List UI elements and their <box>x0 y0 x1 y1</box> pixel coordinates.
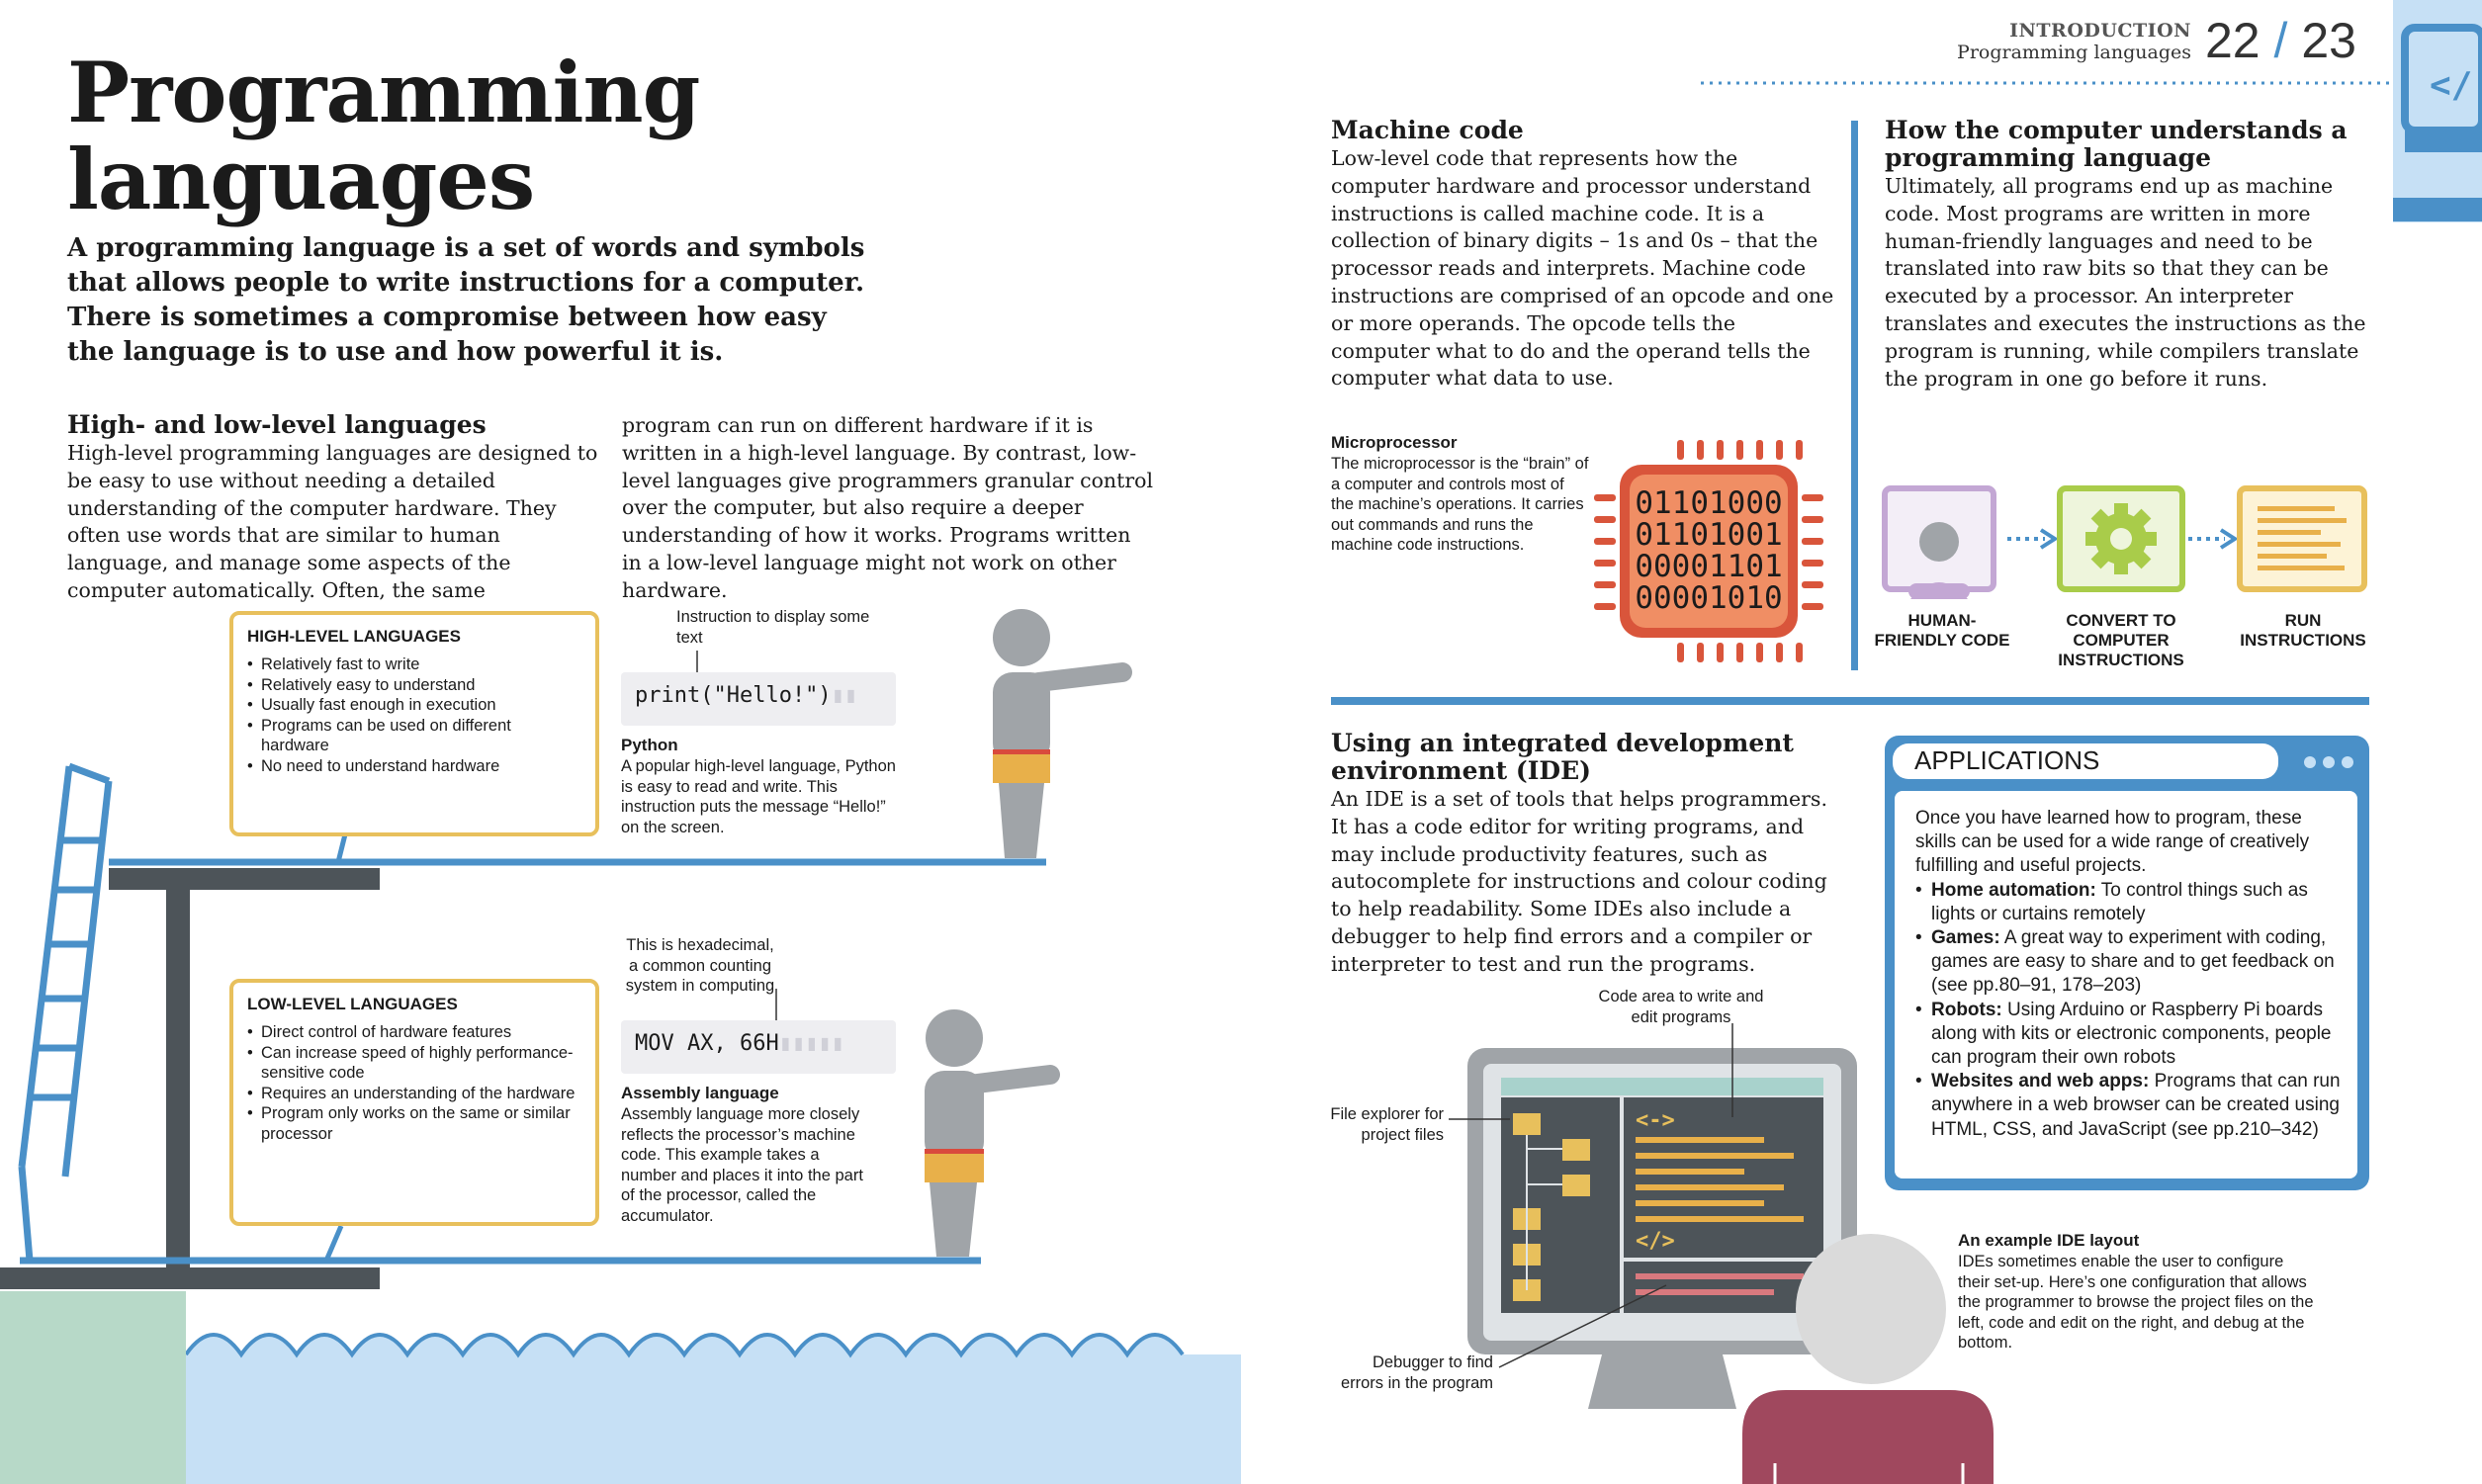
svg-text:</: </ <box>2430 65 2473 106</box>
flow-step-run: RUN INSTRUCTIONS <box>2240 611 2366 650</box>
assembly-code-box <box>621 1020 896 1074</box>
applications-title: APPLICATIONS <box>1914 745 2100 775</box>
page-number-right: 23 <box>2301 13 2356 68</box>
ide-example-desc: IDEs sometimes enable the user to configure their set-up. Here’s one configuration that allows the programmer to browse the project files on the left, code and edit on the right, and debug at the bottom. <box>1958 1253 2314 1352</box>
list-item <box>1915 999 2345 1071</box>
list-item: • Program only works on the same or similar processor <box>247 1103 581 1144</box>
list-item <box>1915 879 2345 926</box>
pool-edge <box>0 1291 186 1484</box>
intro-paragraph: A programming language is a set of words and symbols that allows people to write instructions for a computer. There is sometimes a compromise between how easy the language is to use and how powerful it is. <box>67 233 865 367</box>
platform-base <box>0 1267 380 1289</box>
flow-step-convert: CONVERT TO COMPUTER INSTRUCTIONS <box>2058 611 2184 669</box>
low-level-list <box>247 1022 581 1144</box>
list-item: • Relatively easy to understand <box>247 675 581 696</box>
header-subsection: Programming languages <box>1957 42 2191 63</box>
list-item: • Direct control of hardware features <box>247 1022 581 1043</box>
python-title: Python <box>621 736 678 754</box>
cursor-icon: ▮▮▮▮▮ <box>778 1031 844 1056</box>
microprocessor-desc: The microprocessor is the “brain” of a computer and controls most of the machine’s operations. It carries out commands and runs the machine code instructions. <box>1331 455 1589 554</box>
list-item: • No need to understand hardware <box>247 756 581 777</box>
list-item <box>1915 1070 2345 1142</box>
cursor-icon: ▮▮ <box>831 683 858 708</box>
high-low-col2: program can run on different hardware if it is written in a high-level language. By contrast, low-level languages give programmers granular control over the computer, but also require a deeper understanding of how it works. Programs written in a low-level language might not work on other hardware. <box>622 413 1154 602</box>
page-title-line1: Programming <box>67 44 700 141</box>
page-number-left: 22 <box>2205 13 2260 68</box>
app-term: Games: <box>1931 927 2000 949</box>
high-level-box-title: HIGH-LEVEL LANGUAGES <box>247 627 461 646</box>
high-level-list <box>247 655 581 776</box>
understands-body: Ultimately, all programs end up as machine code. Most programs are written in more human-friendly languages and need to be translated into raw bits so that they can be executed by a processor. An interpreter translates and executes the instructions as the program is running, while compilers translate the program in one go before it runs. <box>1885 174 2366 391</box>
flow-step-human-code: HUMAN-FRIENDLY CODE <box>1874 611 2010 650</box>
applications-content <box>1915 807 2345 1142</box>
page-title-line2: languages <box>67 131 535 228</box>
understands-heading: How the computer understands a programming language <box>1885 116 2348 172</box>
list-item: • Relatively fast to write <box>247 655 581 675</box>
list-item: • Programs can be used on different hardware <box>247 716 581 756</box>
high-level-box <box>229 611 599 836</box>
high-low-col1: High-level programming languages are designed to be easy to use without needing a detailed understanding of the computer hardware. They often use words that are similar to human language, and manage some aspects of the computer automatically. Often, the same <box>67 441 598 602</box>
ide-label-debugger: Debugger to find errors in the program <box>1340 1353 1493 1392</box>
ide-body: An IDE is a set of tools that helps programmers. It has a code editor for writing programs, and may include productivity features, such as autocomplete for instructions and colour coding to help readability. Some IDEs also include a debugger to help find errors and a compiler or interpreter to test and run the programs. <box>1331 787 1827 976</box>
app-term: Robots: <box>1931 999 2002 1020</box>
svg-text:</>: </> <box>1636 1229 1675 1254</box>
page-number-separator: / <box>2273 13 2288 68</box>
app-term: Home automation: <box>1931 879 2096 901</box>
machine-code-body: Low-level code that represents how the computer hardware and processor understand instructions is called machine code. It is a collection of binary digits – 1s and 0s – that the processor reads and interprets. Machine code instructions are comprised of an opcode and one or more operands. The opcode tells the computer what to do and the operand tells the computer what data to use. <box>1331 146 1834 391</box>
high-low-heading: High- and low-level languages <box>67 410 487 439</box>
machine-code-heading: Machine code <box>1331 116 1524 144</box>
microprocessor-title: Microprocessor <box>1331 433 1458 452</box>
assembly-annotation: This is hexadecimal, a common counting system in computing <box>625 936 775 995</box>
assembly-desc: Assembly language more closely reflects the processor’s machine code. This example takes a number and places it into the part of the processor, called the accumulator. <box>621 1105 863 1225</box>
app-text: Programs that can run anywhere in a web browser can be created using HTML, CSS, and JavaScript (see pp.210–342) <box>1931 1071 2341 1140</box>
list-item: • Usually fast enough in execution <box>247 695 581 716</box>
python-code: print("Hello!") <box>635 683 832 708</box>
page-numbers <box>2205 12 2356 69</box>
svg-text:<->: <-> <box>1636 1108 1675 1133</box>
app-text: A great way to experiment with coding, games are easy to share and to get feedback on (see pp.80–91, 178–203) <box>1931 927 2335 997</box>
water-waves <box>186 1335 1241 1484</box>
applications-list <box>1915 879 2345 1142</box>
list-item: • Requires an understanding of the hardware <box>247 1084 581 1104</box>
python-annotation: Instruction to display some text <box>676 608 870 647</box>
header-section: INTRODUCTION <box>2009 20 2191 42</box>
low-level-box-title: LOW-LEVEL LANGUAGES <box>247 995 458 1013</box>
diver-low <box>925 1009 1050 1257</box>
page-title <box>67 44 957 228</box>
binary-line: 00001101 <box>1635 549 1783 584</box>
running-header <box>1938 20 2191 63</box>
binary-line: 01101000 <box>1635 485 1783 521</box>
list-item <box>1915 926 2345 999</box>
python-code-box <box>621 672 896 726</box>
ide-heading: Using an integrated development environment (IDE) <box>1331 729 1794 785</box>
compile-flowchart <box>1885 488 2364 599</box>
ladder <box>22 766 109 1261</box>
binary-line: 01101001 <box>1635 517 1783 553</box>
top-platform-beam <box>109 868 380 890</box>
app-text: Using Arduino or Raspberry Pi boards along with kits or electronic components, people can program their own robots <box>1931 999 2332 1069</box>
binary-line: 00001010 <box>1635 580 1783 616</box>
assembly-title: Assembly language <box>621 1084 779 1102</box>
assembly-code: MOV AX, 66H <box>635 1031 779 1056</box>
binary-display <box>1632 487 1786 614</box>
app-term: Websites and web apps: <box>1931 1071 2150 1092</box>
ide-label-code-area: Code area to write and edit programs <box>1598 988 1764 1026</box>
ide-label-file-explorer: File explorer for project files <box>1330 1105 1444 1144</box>
diver-high <box>993 609 1122 858</box>
applications-intro: Once you have learned how to program, these skills can be used for a wide range of creatively fulfilling and useful projects. <box>1915 808 2310 877</box>
low-level-box <box>229 979 599 1226</box>
tower-post <box>166 880 190 1267</box>
python-desc: A popular high-level language, Python is easy to read and write. This instruction puts the message “Hello!” on the screen. <box>621 757 896 836</box>
list-item: • Can increase speed of highly performance-sensitive code <box>247 1043 581 1084</box>
app-text: To control things such as lights or curtains remotely <box>1931 879 2308 924</box>
ide-monitor-illustration <box>1449 1023 1857 1409</box>
ide-example-title: An example IDE layout <box>1958 1231 2140 1250</box>
